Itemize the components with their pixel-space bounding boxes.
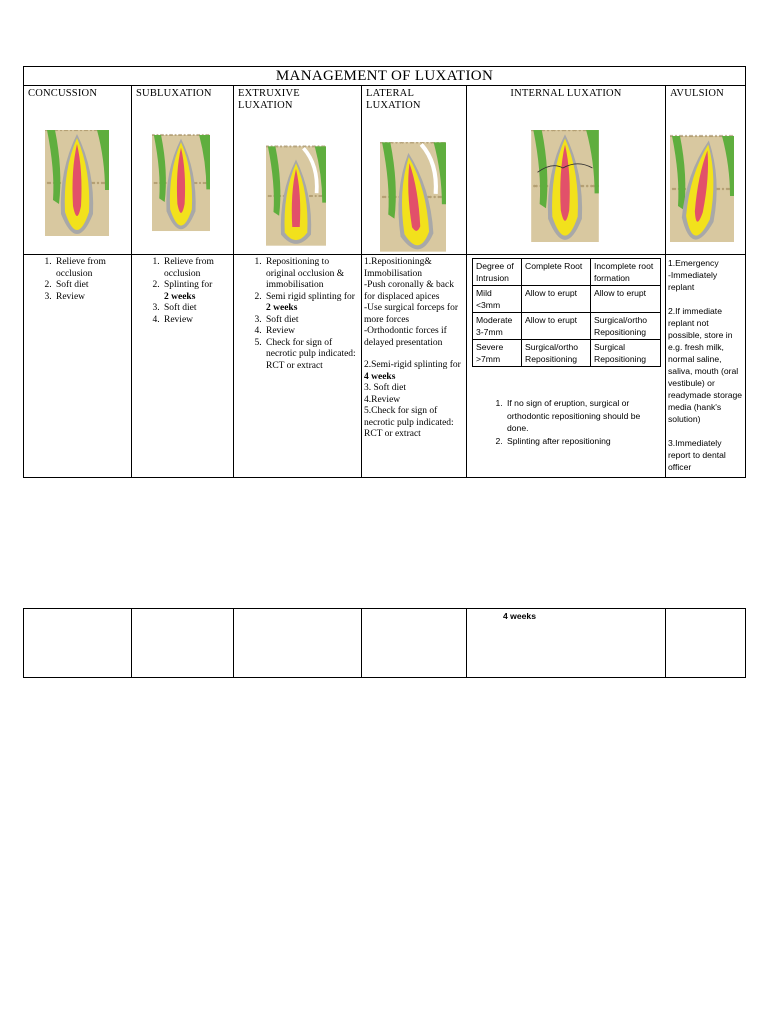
tooth-extrusive-image: [266, 142, 326, 250]
list-item: 1. Relieve from occlusion: [162, 257, 231, 280]
table-cell: [666, 609, 746, 678]
list-item: 1.Repositioning& Immobilisation: [364, 257, 432, 279]
lateral-management: [362, 255, 467, 478]
header-label: EXTRUXIVE LUXATION: [238, 88, 300, 111]
header-internal: [467, 86, 666, 255]
list-item: 5. Check for sign of necrotic pulp indicated: RCT or extract: [264, 338, 359, 373]
table-cell: [234, 609, 362, 678]
list-item: 3. Review: [54, 292, 129, 304]
table-cell: Surgical/ortho Repositioning: [522, 340, 591, 367]
extrusive-management: [234, 255, 362, 478]
concussion-management: [24, 255, 132, 478]
avulsion-management: [666, 255, 746, 478]
tooth-concussion-image: [45, 130, 109, 236]
list-item: 4.Review: [364, 394, 401, 405]
table-cell: Allow to erupt: [522, 286, 591, 313]
table-cell: Surgical/ortho Repositioning: [591, 313, 661, 340]
table-row: [473, 340, 661, 367]
header-label: AVULSION: [670, 88, 724, 99]
list-item: 1. Repositioning to original occlusion & immobilisation: [264, 257, 359, 292]
table-cell: [132, 609, 234, 678]
tooth-subluxation-image: [152, 130, 210, 236]
table-header-cell: Degree of Intrusion: [473, 259, 522, 286]
tooth-lateral-image: [380, 142, 446, 252]
internal-management: [467, 255, 666, 478]
list-item: 2. Splinting after repositioning: [505, 435, 663, 448]
table-cell: Surgical Repositioning: [591, 340, 661, 367]
table-header-cell: Incomplete root formation: [591, 259, 661, 286]
table-cell: Severe >7mm: [473, 340, 522, 367]
header-extrusive: [234, 86, 362, 255]
page-title: MANAGEMENT OF LUXATION: [24, 67, 746, 86]
list-item: 1.Emergency: [668, 258, 719, 268]
header-label: LATERAL LUXATION: [366, 88, 421, 111]
header-lateral: [362, 86, 467, 255]
list-item: -Orthodontic forces if delayed presentation: [364, 326, 447, 348]
tooth-internal-image: [531, 130, 599, 242]
list-item: 1. If no sign of eruption, surgical or orthodontic repositioning should be done.: [505, 397, 663, 435]
header-avulsion: [666, 86, 746, 255]
header-label: INTERNAL LUXATION: [510, 88, 622, 99]
list-item: -Push coronally & back for displaced apices: [364, 280, 454, 302]
list-item: 2. Splinting for 2 weeks: [162, 280, 231, 303]
header-label: SUBLUXATION: [136, 88, 212, 99]
list-item: 4. Review: [162, 315, 231, 327]
subluxation-management: [132, 255, 234, 478]
subluxation-list: [134, 257, 231, 326]
list-item: 3. Soft diet: [264, 315, 359, 327]
list-item: 2. Soft diet: [54, 280, 129, 292]
list-item: 3. Soft diet: [162, 303, 231, 315]
list-item: 2. Semi rigid splinting for 2 weeks: [264, 292, 359, 315]
table-cell: Allow to erupt: [522, 313, 591, 340]
header-subluxation: [132, 86, 234, 255]
table-cell: Mild <3mm: [473, 286, 522, 313]
list-item: 5.Check for sign of necrotic pulp indicated: RCT or extract: [364, 406, 454, 439]
duration-text: 2 weeks: [266, 303, 298, 313]
luxation-table: [23, 66, 746, 478]
table-row: [24, 609, 746, 678]
continuation-table: [23, 608, 746, 678]
table-cell: Moderate 3-7mm: [473, 313, 522, 340]
list-item: 3.Immediately report to dental officer: [668, 438, 726, 472]
table-cell: [24, 609, 132, 678]
header-concussion: [24, 86, 132, 255]
header-label: CONCUSSION: [28, 88, 98, 99]
list-item: 3. Soft diet: [364, 383, 406, 393]
list-item: 1. Relieve from occlusion: [54, 257, 129, 280]
table-row: [473, 259, 661, 286]
table-cell: Allow to erupt: [591, 286, 661, 313]
internal-notes: [469, 397, 663, 447]
table-header-cell: Complete Root: [522, 259, 591, 286]
table-row: [473, 313, 661, 340]
table-row: [473, 286, 661, 313]
list-item: -Immediately replant: [668, 270, 718, 292]
continued-note: 4 weeks: [467, 609, 666, 678]
list-item: -Use surgical forceps for more forces: [364, 303, 458, 325]
duration-text: 2 weeks: [164, 291, 196, 302]
concussion-list: [26, 257, 129, 303]
extrusive-list: [236, 257, 359, 372]
tooth-avulsion-image: [670, 130, 734, 248]
intrusion-table: [472, 258, 661, 367]
duration-text: 4 weeks: [364, 371, 396, 382]
table-cell: [362, 609, 467, 678]
list-item: 4. Review: [264, 326, 359, 338]
list-item: 2.Semi-rigid splinting for 4 weeks: [364, 360, 461, 382]
list-item: 2.If immediate replant not possible, store in e.g. fresh milk, normal saline, saliva, mouth (oral vestibule) or readymade storage media (hank's solution): [668, 306, 743, 424]
